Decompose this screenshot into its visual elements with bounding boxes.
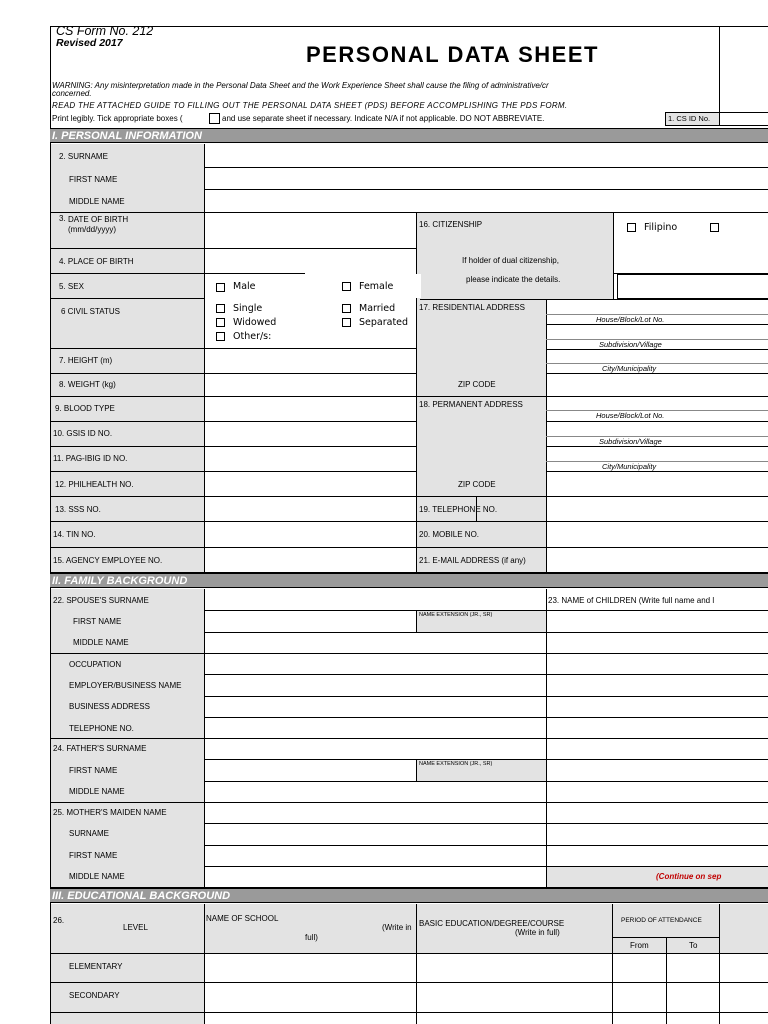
elementary-label: ELEMENTARY xyxy=(69,962,123,971)
mother-middle-name-input[interactable] xyxy=(205,867,546,887)
filipino-checkbox[interactable] xyxy=(627,223,636,232)
spouse-surname-input[interactable] xyxy=(205,590,546,610)
spouse-first-name-input[interactable] xyxy=(205,611,416,632)
weight-input[interactable] xyxy=(205,374,416,396)
spouse-telephone-input[interactable] xyxy=(205,718,546,738)
cs-id-text: 1. CS ID No. xyxy=(668,114,711,123)
elementary-from-input[interactable] xyxy=(613,954,666,982)
middle-name-input[interactable] xyxy=(205,190,768,212)
sss-input[interactable] xyxy=(205,497,416,521)
elementary-to-input[interactable] xyxy=(667,954,719,982)
spouse-telephone-label: TELEPHONE NO. xyxy=(69,724,134,733)
children-input[interactable] xyxy=(547,611,768,866)
permanent-address-label: 18. PERMANENT ADDRESS xyxy=(419,400,523,409)
dual-citizenship-note-2: please indicate the details. xyxy=(466,275,561,284)
res-city-caption: City/Municipality xyxy=(602,364,657,373)
secondary-to-input[interactable] xyxy=(667,983,719,1012)
blood-type-label: 9. BLOOD TYPE xyxy=(55,404,115,413)
dual-details-input[interactable] xyxy=(617,274,768,299)
civil-status-label: 6 CIVIL STATUS xyxy=(61,307,120,316)
email-label: 21. E-MAIL ADDRESS (if any) xyxy=(419,556,526,565)
dual-citizenship-note-1: If holder of dual citizenship, xyxy=(462,256,559,265)
perm-zip-input[interactable] xyxy=(547,472,768,496)
spouse-name-ext-label: NAME EXTENSION (JR., SR) xyxy=(419,612,493,618)
page-title: PERSONAL DATA SHEET xyxy=(306,42,599,67)
gsis-label: 10. GSIS ID NO. xyxy=(53,429,113,438)
occupation-input[interactable] xyxy=(205,654,546,674)
children-label: 23. NAME of CHILDREN (Write full name and l xyxy=(548,596,715,605)
form-number: CS Form No. 212 xyxy=(56,24,154,38)
mother-surname-input[interactable] xyxy=(205,824,546,845)
warning-text: WARNING: Any misinterpretation made in the Personal Data Sheet and the Work Experience Sheet shall cause the filing of administrative/cr xyxy=(52,81,549,90)
father-surname-label: 24. FATHER'S SURNAME xyxy=(53,744,147,753)
gsis-input[interactable] xyxy=(205,422,416,446)
section-educational-background: III. EDUCATIONAL BACKGROUND xyxy=(50,888,768,903)
print-legibly-text: Print legibly. Tick appropriate boxes ( xyxy=(52,114,183,123)
mother-surname-label: SURNAME xyxy=(69,829,110,838)
edu-course-header: BASIC EDUCATION/DEGREE/COURSE xyxy=(419,919,565,928)
father-first-name-input[interactable] xyxy=(205,760,416,781)
section-personal-information: I. PERSONAL INFORMATION xyxy=(50,128,768,143)
place-of-birth-label: 4. PLACE OF BIRTH xyxy=(59,257,134,266)
widowed-checkbox[interactable] xyxy=(216,318,225,327)
tin-input[interactable] xyxy=(205,522,416,547)
pagibig-label: 11. PAG-IBIG ID NO. xyxy=(53,454,128,463)
secondary-from-input[interactable] xyxy=(613,983,666,1012)
mobile-input[interactable] xyxy=(547,522,768,547)
warning-text-2: concerned. xyxy=(52,89,92,98)
first-name-input[interactable] xyxy=(205,168,768,189)
male-checkbox[interactable] xyxy=(216,283,225,292)
height-label: 7. HEIGHT (m) xyxy=(59,356,113,365)
father-surname-input[interactable] xyxy=(205,739,546,759)
edu-num: 26. xyxy=(53,916,65,925)
employer-input[interactable] xyxy=(205,675,546,696)
occupation-label: OCCUPATION xyxy=(69,660,122,669)
surname-label: 2. SURNAME xyxy=(59,152,108,161)
res-zip-label: ZIP CODE xyxy=(458,380,496,389)
tick-sample-checkbox xyxy=(209,113,220,124)
spouse-first-name-label: FIRST NAME xyxy=(73,617,122,626)
form-revised: Revised 2017 xyxy=(56,37,123,49)
secondary-label: SECONDARY xyxy=(69,991,120,1000)
mother-middle-name-label: MIDDLE NAME xyxy=(69,872,125,881)
separated-checkbox[interactable] xyxy=(342,318,351,327)
mother-maiden-label: 25. MOTHER'S MAIDEN NAME xyxy=(53,808,167,817)
dob-input[interactable] xyxy=(205,213,416,248)
res-house-caption: House/Block/Lot No. xyxy=(596,315,665,324)
father-middle-name-input[interactable] xyxy=(205,782,546,802)
philhealth-input[interactable] xyxy=(205,472,416,496)
pagibig-input[interactable] xyxy=(205,447,416,471)
employer-label: EMPLOYER/BUSINESS NAME xyxy=(69,681,182,690)
sss-label: 13. SSS NO. xyxy=(55,505,101,514)
citizenship-label: 16. CITIZENSHIP xyxy=(419,220,483,229)
weight-label: 8. WEIGHT (kg) xyxy=(59,380,116,389)
secondary-school-input[interactable] xyxy=(205,983,416,1012)
business-address-label: BUSINESS ADDRESS xyxy=(69,702,150,711)
others-option: Other/s: xyxy=(233,331,272,342)
continue-note: (Continue on sep xyxy=(656,872,722,881)
married-checkbox[interactable] xyxy=(342,304,351,313)
dob-label: DATE OF BIRTH xyxy=(68,215,129,224)
elementary-course-input[interactable] xyxy=(417,954,612,982)
others-checkbox[interactable] xyxy=(216,332,225,341)
height-input[interactable] xyxy=(205,349,416,373)
edu-school-header-2: (Write in xyxy=(382,923,412,932)
first-name-label: FIRST NAME xyxy=(69,175,118,184)
spouse-middle-name-label: MIDDLE NAME xyxy=(73,638,129,647)
telephone-input[interactable] xyxy=(547,497,768,521)
surname-input[interactable] xyxy=(205,145,768,167)
telephone-label: 19. TELEPHONE NO. xyxy=(419,505,498,514)
mobile-label: 20. MOBILE NO. xyxy=(419,530,480,539)
cs-id-input[interactable] xyxy=(720,112,768,126)
spouse-surname-label: 22. SPOUSE'S SURNAME xyxy=(53,596,149,605)
philhealth-label: 12. PHILHEALTH NO. xyxy=(55,480,134,489)
dual-citizenship-checkbox[interactable] xyxy=(710,223,719,232)
female-option: Female xyxy=(359,281,394,292)
blood-type-input[interactable] xyxy=(205,397,416,421)
business-address-input[interactable] xyxy=(205,697,546,717)
single-option: Single xyxy=(233,303,263,314)
perm-subdivision-caption: Subdivision/Village xyxy=(599,437,662,446)
res-zip-input[interactable] xyxy=(547,374,768,396)
secondary-course-input[interactable] xyxy=(417,983,612,1012)
sex-label: 5. SEX xyxy=(59,282,84,291)
dob-num: 3. xyxy=(59,214,66,223)
print-legibly-text-2: and use separate sheet if necessary. Indicate N/A if not applicable. DO NOT ABBREVIATE. xyxy=(222,114,545,123)
filipino-option: Filipino xyxy=(644,222,678,233)
agency-employee-input[interactable] xyxy=(205,548,416,572)
female-checkbox[interactable] xyxy=(342,282,351,291)
father-name-ext-label: NAME EXTENSION (JR., SR) xyxy=(419,761,493,767)
perm-zip-label: ZIP CODE xyxy=(458,480,496,489)
mother-first-name-label: FIRST NAME xyxy=(69,851,118,860)
edu-school-header-3: full) xyxy=(305,933,318,942)
tin-label: 14. TIN NO. xyxy=(53,530,96,539)
edu-level-header: LEVEL xyxy=(123,923,148,932)
edu-from-header: From xyxy=(630,941,649,950)
male-option: Male xyxy=(233,281,256,292)
single-checkbox[interactable] xyxy=(216,304,225,313)
perm-house-caption: House/Block/Lot No. xyxy=(596,411,665,420)
perm-city-caption: City/Municipality xyxy=(602,462,657,471)
edu-period-header: PERIOD OF ATTENDANCE xyxy=(621,917,702,924)
edu-to-header: To xyxy=(689,941,698,950)
res-subdivision-caption: Subdivision/Village xyxy=(599,340,662,349)
agency-employee-label: 15. AGENCY EMPLOYEE NO. xyxy=(53,556,163,565)
dob-format: (mm/dd/yyyy) xyxy=(68,225,116,234)
middle-name-label: MIDDLE NAME xyxy=(69,197,125,206)
married-option: Married xyxy=(359,303,396,314)
spouse-middle-name-input[interactable] xyxy=(205,633,546,653)
father-middle-name-label: MIDDLE NAME xyxy=(69,787,125,796)
read-guide-text: READ THE ATTACHED GUIDE TO FILLING OUT THE PERSONAL DATA SHEET (PDS) BEFORE ACCOMPLISHING THE PDS FORM. xyxy=(52,101,568,110)
elementary-school-input[interactable] xyxy=(205,954,416,982)
place-of-birth-input[interactable] xyxy=(205,249,416,273)
separated-option: Separated xyxy=(359,317,409,328)
residential-address-label: 17. RESIDENTIAL ADDRESS xyxy=(419,303,525,312)
mother-first-name-input[interactable] xyxy=(205,846,546,866)
father-first-name-label: FIRST NAME xyxy=(69,766,118,775)
section-family-background: II. FAMILY BACKGROUND xyxy=(50,573,768,588)
email-input[interactable] xyxy=(547,548,768,572)
edu-school-header: NAME OF SCHOOL xyxy=(206,914,279,923)
edu-course-header-2: (Write in full) xyxy=(515,928,560,937)
widowed-option: Widowed xyxy=(233,317,277,328)
